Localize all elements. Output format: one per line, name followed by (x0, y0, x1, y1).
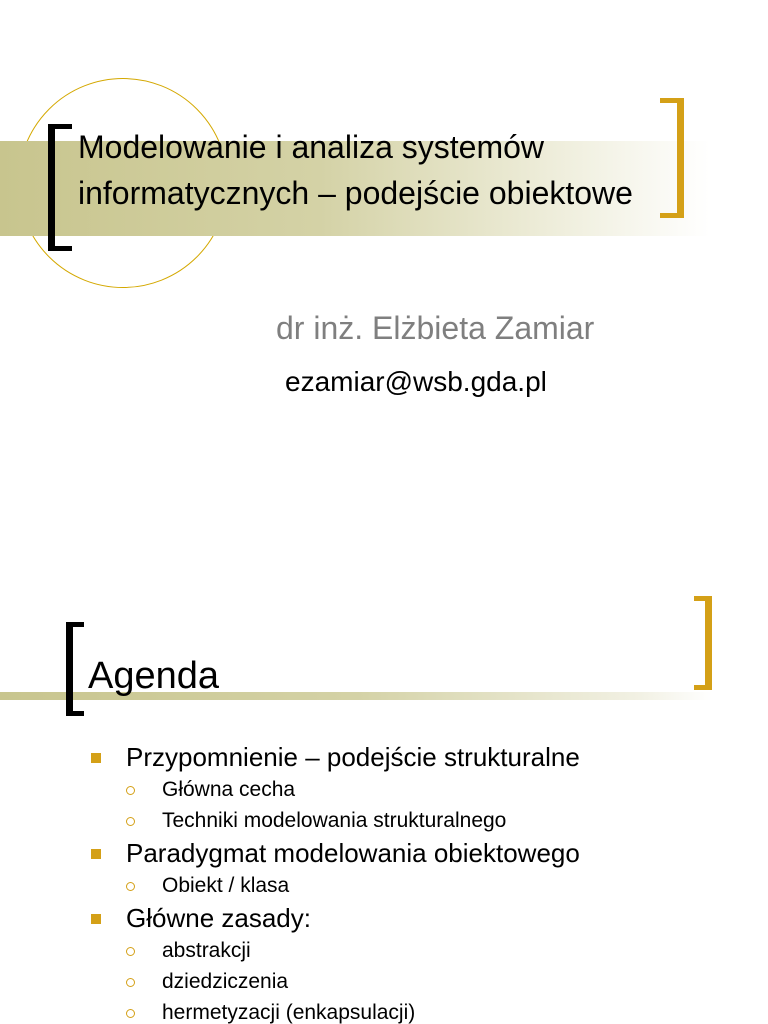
agenda-subitem (0, 935, 768, 966)
agenda-item-label: Główne zasady: (126, 903, 311, 933)
square-bullet-icon (91, 753, 101, 763)
right-bracket-decoration (660, 98, 684, 218)
agenda-subitem (0, 870, 768, 901)
agenda-list (0, 740, 768, 1024)
agenda-subitem (0, 966, 768, 997)
agenda-item (0, 740, 768, 774)
ring-bullet-icon (126, 1009, 135, 1018)
ring-bullet-icon (126, 882, 135, 891)
left-bracket-decoration (66, 622, 84, 716)
agenda-title: Agenda (88, 655, 220, 697)
agenda-subitem-label: Obiekt / klasa (162, 874, 290, 897)
ring-bullet-icon (126, 817, 135, 826)
agenda-subitem (0, 805, 768, 836)
agenda-item (0, 836, 768, 870)
ring-bullet-icon (126, 978, 135, 987)
square-bullet-icon (91, 849, 101, 859)
agenda-subitem-label: hermetyzacji (enkapsulacji) (162, 1001, 416, 1024)
agenda-subitem (0, 774, 768, 805)
agenda-item-label: Przypomnienie – podejście strukturalne (126, 742, 580, 772)
agenda-subitem-label: abstrakcji (162, 939, 251, 962)
ring-bullet-icon (126, 786, 135, 795)
left-bracket-decoration (48, 124, 72, 251)
slide-title: Modelowanie i analiza systemów informatycznych – podejście obiektowe (78, 129, 633, 211)
agenda-item (0, 901, 768, 935)
agenda-slide (0, 512, 768, 1024)
author-email: ezamiar@wsb.gda.pl (285, 366, 547, 397)
author-name: dr inż. Elżbieta Zamiar (276, 310, 595, 346)
agenda-subitem (0, 997, 768, 1024)
agenda-item-label: Paradygmat modelowania obiektowego (126, 838, 580, 868)
agenda-subitem-label: Główna cecha (162, 778, 296, 801)
square-bullet-icon (91, 914, 101, 924)
right-bracket-decoration (694, 596, 712, 690)
agenda-subitem-label: Techniki modelowania strukturalnego (162, 809, 507, 832)
agenda-subitem-label: dziedziczenia (162, 970, 289, 993)
ring-bullet-icon (126, 947, 135, 956)
